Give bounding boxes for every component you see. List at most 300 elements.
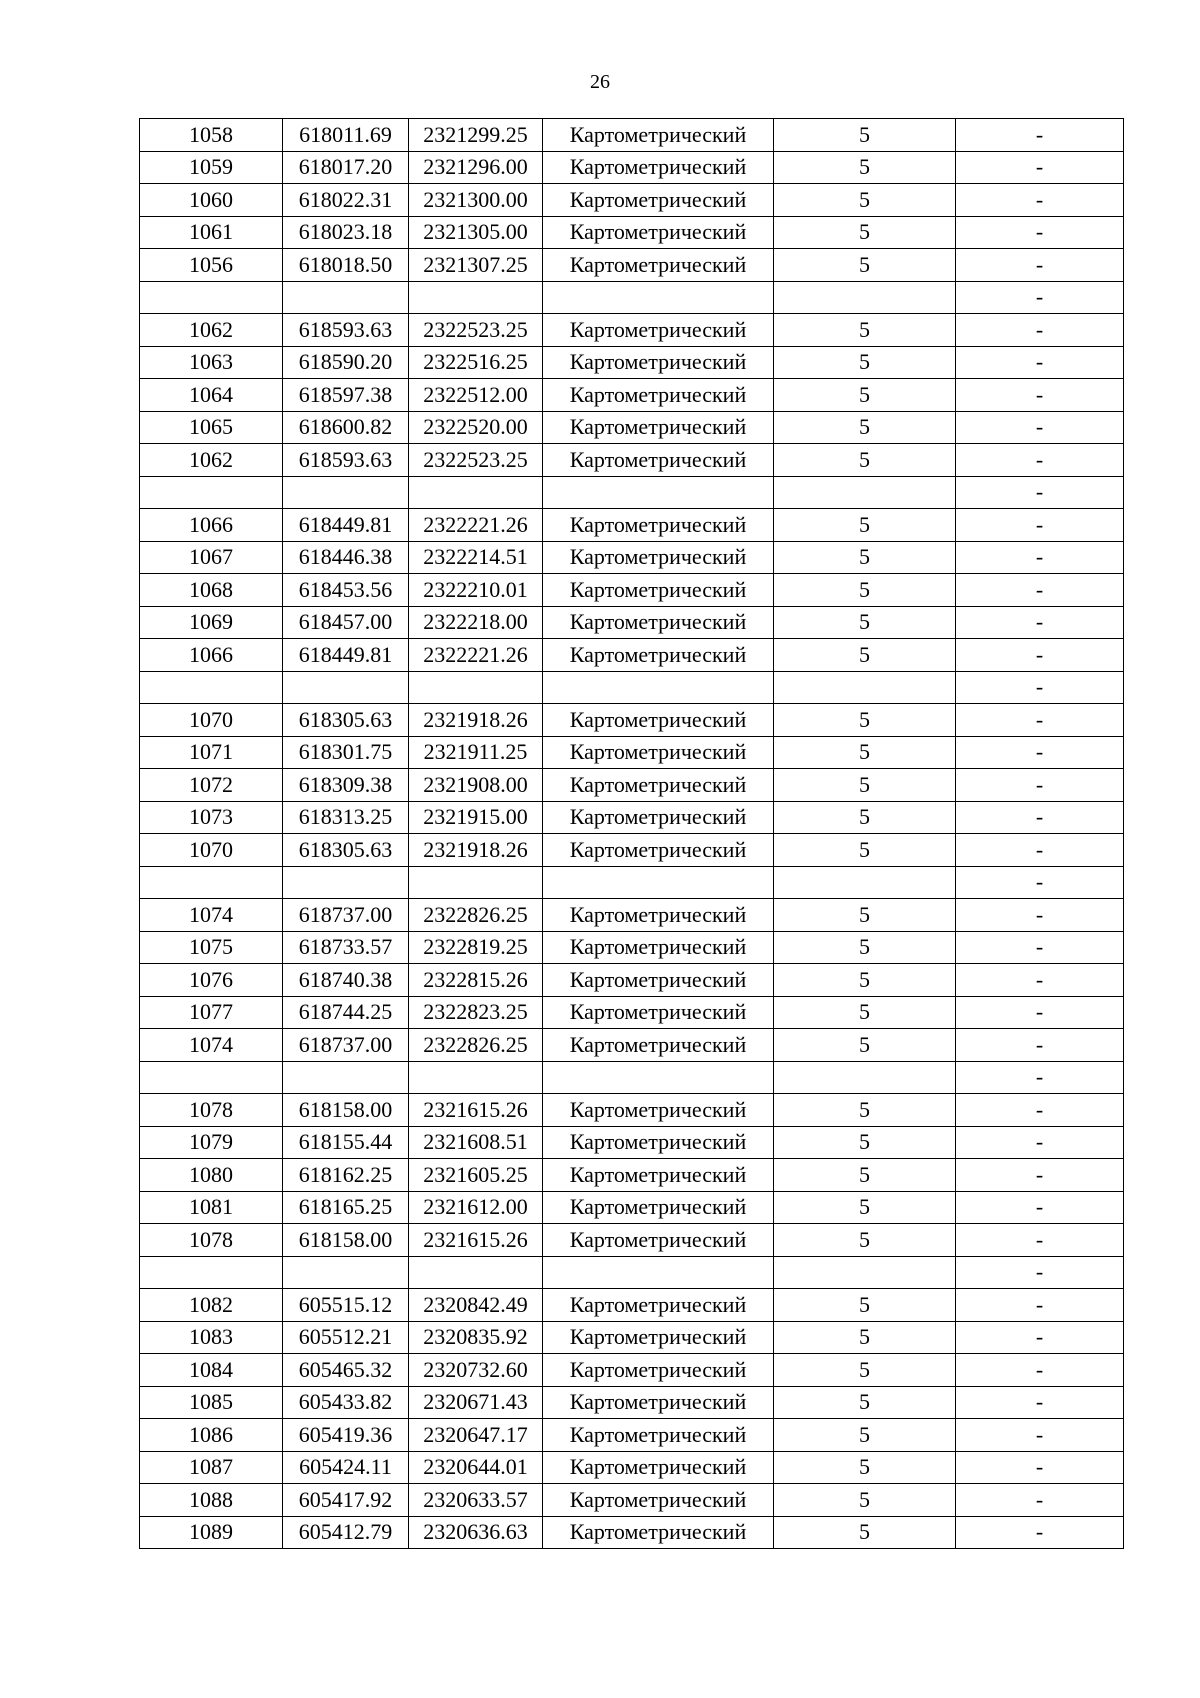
- method-cell: Картометрический: [543, 1159, 774, 1192]
- y-coordinate-cell: [409, 671, 543, 704]
- accuracy-cell: [774, 476, 956, 509]
- x-coordinate-cell: 605433.82: [283, 1386, 409, 1419]
- y-coordinate-cell: [409, 866, 543, 899]
- point-number-cell: 1083: [140, 1321, 283, 1354]
- method-cell: Картометрический: [543, 119, 774, 152]
- y-coordinate-cell: 2322819.25: [409, 931, 543, 964]
- table-row: [140, 1191, 1124, 1224]
- accuracy-cell: 5: [774, 509, 956, 542]
- table-row: [140, 606, 1124, 639]
- x-coordinate-cell: 618733.57: [283, 931, 409, 964]
- table-row: [140, 769, 1124, 802]
- y-coordinate-cell: 2320842.49: [409, 1289, 543, 1322]
- point-number-cell: [140, 476, 283, 509]
- method-cell: Картометрический: [543, 1191, 774, 1224]
- method-cell: Картометрический: [543, 769, 774, 802]
- table-row: [140, 1256, 1124, 1289]
- method-cell: Картометрический: [543, 1126, 774, 1159]
- x-coordinate-cell: [283, 866, 409, 899]
- accuracy-cell: [774, 671, 956, 704]
- y-coordinate-cell: 2321299.25: [409, 119, 543, 152]
- page-number: 26: [590, 71, 610, 93]
- y-coordinate-cell: [409, 1256, 543, 1289]
- accuracy-cell: 5: [774, 1386, 956, 1419]
- x-coordinate-cell: 618590.20: [283, 346, 409, 379]
- table-row: [140, 1224, 1124, 1257]
- method-cell: Картометрический: [543, 1516, 774, 1549]
- table-row: [140, 1094, 1124, 1127]
- point-number-cell: 1066: [140, 639, 283, 672]
- x-coordinate-cell: 605465.32: [283, 1354, 409, 1387]
- point-number-cell: 1078: [140, 1094, 283, 1127]
- y-coordinate-cell: 2321908.00: [409, 769, 543, 802]
- method-cell: [543, 1256, 774, 1289]
- table-row: [140, 1419, 1124, 1452]
- note-cell: -: [956, 1451, 1124, 1484]
- x-coordinate-cell: 618313.25: [283, 801, 409, 834]
- point-number-cell: [140, 866, 283, 899]
- y-coordinate-cell: 2322523.25: [409, 314, 543, 347]
- note-cell: -: [956, 899, 1124, 932]
- point-number-cell: [140, 1061, 283, 1094]
- point-number-cell: 1060: [140, 184, 283, 217]
- y-coordinate-cell: 2322823.25: [409, 996, 543, 1029]
- method-cell: Картометрический: [543, 1224, 774, 1257]
- note-cell: -: [956, 574, 1124, 607]
- table-row: [140, 444, 1124, 477]
- note-cell: -: [956, 1289, 1124, 1322]
- x-coordinate-cell: 618011.69: [283, 119, 409, 152]
- note-cell: -: [956, 1354, 1124, 1387]
- table-row: [140, 671, 1124, 704]
- y-coordinate-cell: 2321915.00: [409, 801, 543, 834]
- table-row: [140, 541, 1124, 574]
- table-row: [140, 1386, 1124, 1419]
- accuracy-cell: 5: [774, 346, 956, 379]
- note-cell: -: [956, 151, 1124, 184]
- point-number-cell: 1059: [140, 151, 283, 184]
- y-coordinate-cell: 2320636.63: [409, 1516, 543, 1549]
- note-cell: -: [956, 509, 1124, 542]
- y-coordinate-cell: 2321911.25: [409, 736, 543, 769]
- y-coordinate-cell: [409, 281, 543, 314]
- point-number-cell: 1062: [140, 444, 283, 477]
- accuracy-cell: 5: [774, 1094, 956, 1127]
- accuracy-cell: 5: [774, 314, 956, 347]
- x-coordinate-cell: 618305.63: [283, 704, 409, 737]
- point-number-cell: 1070: [140, 834, 283, 867]
- table-row: [140, 704, 1124, 737]
- point-number-cell: 1078: [140, 1224, 283, 1257]
- accuracy-cell: 5: [774, 379, 956, 412]
- note-cell: -: [956, 411, 1124, 444]
- point-number-cell: 1085: [140, 1386, 283, 1419]
- table-row: [140, 834, 1124, 867]
- y-coordinate-cell: 2321608.51: [409, 1126, 543, 1159]
- note-cell: -: [956, 639, 1124, 672]
- accuracy-cell: 5: [774, 1159, 956, 1192]
- coordinates-table-body: [140, 119, 1124, 1549]
- point-number-cell: 1074: [140, 899, 283, 932]
- point-number-cell: 1075: [140, 931, 283, 964]
- x-coordinate-cell: 605515.12: [283, 1289, 409, 1322]
- x-coordinate-cell: 618593.63: [283, 314, 409, 347]
- point-number-cell: 1064: [140, 379, 283, 412]
- table-row: [140, 1159, 1124, 1192]
- table-row: [140, 1516, 1124, 1549]
- y-coordinate-cell: 2321615.26: [409, 1094, 543, 1127]
- accuracy-cell: 5: [774, 1224, 956, 1257]
- y-coordinate-cell: 2321918.26: [409, 834, 543, 867]
- method-cell: Картометрический: [543, 1484, 774, 1517]
- y-coordinate-cell: 2321305.00: [409, 216, 543, 249]
- note-cell: -: [956, 281, 1124, 314]
- note-cell: -: [956, 769, 1124, 802]
- x-coordinate-cell: 618457.00: [283, 606, 409, 639]
- x-coordinate-cell: [283, 281, 409, 314]
- table-row: [140, 119, 1124, 152]
- accuracy-cell: 5: [774, 1354, 956, 1387]
- y-coordinate-cell: 2321605.25: [409, 1159, 543, 1192]
- point-number-cell: 1068: [140, 574, 283, 607]
- x-coordinate-cell: 618593.63: [283, 444, 409, 477]
- y-coordinate-cell: 2322826.25: [409, 899, 543, 932]
- note-cell: -: [956, 1516, 1124, 1549]
- table-row: [140, 1126, 1124, 1159]
- table-row: [140, 1484, 1124, 1517]
- method-cell: Картометрический: [543, 411, 774, 444]
- method-cell: Картометрический: [543, 1094, 774, 1127]
- accuracy-cell: [774, 1061, 956, 1094]
- point-number-cell: 1079: [140, 1126, 283, 1159]
- table-row: [140, 1289, 1124, 1322]
- x-coordinate-cell: 618301.75: [283, 736, 409, 769]
- y-coordinate-cell: [409, 1061, 543, 1094]
- coordinates-table: [139, 118, 1124, 1549]
- point-number-cell: [140, 281, 283, 314]
- method-cell: [543, 281, 774, 314]
- accuracy-cell: 5: [774, 639, 956, 672]
- x-coordinate-cell: 605512.21: [283, 1321, 409, 1354]
- point-number-cell: 1071: [140, 736, 283, 769]
- accuracy-cell: [774, 281, 956, 314]
- y-coordinate-cell: 2321300.00: [409, 184, 543, 217]
- x-coordinate-cell: 605419.36: [283, 1419, 409, 1452]
- method-cell: Картометрический: [543, 996, 774, 1029]
- note-cell: -: [956, 704, 1124, 737]
- point-number-cell: 1076: [140, 964, 283, 997]
- y-coordinate-cell: 2322210.01: [409, 574, 543, 607]
- method-cell: Картометрический: [543, 1321, 774, 1354]
- table-row: [140, 379, 1124, 412]
- point-number-cell: 1087: [140, 1451, 283, 1484]
- table-row: [140, 736, 1124, 769]
- accuracy-cell: 5: [774, 444, 956, 477]
- y-coordinate-cell: 2322826.25: [409, 1029, 543, 1062]
- method-cell: Картометрический: [543, 931, 774, 964]
- table-row: [140, 639, 1124, 672]
- accuracy-cell: 5: [774, 1029, 956, 1062]
- x-coordinate-cell: 618162.25: [283, 1159, 409, 1192]
- note-cell: -: [956, 801, 1124, 834]
- x-coordinate-cell: 618158.00: [283, 1224, 409, 1257]
- method-cell: Картометрический: [543, 704, 774, 737]
- note-cell: -: [956, 1256, 1124, 1289]
- method-cell: Картометрический: [543, 1451, 774, 1484]
- note-cell: -: [956, 964, 1124, 997]
- y-coordinate-cell: 2321615.26: [409, 1224, 543, 1257]
- x-coordinate-cell: 618165.25: [283, 1191, 409, 1224]
- accuracy-cell: 5: [774, 574, 956, 607]
- point-number-cell: 1074: [140, 1029, 283, 1062]
- note-cell: -: [956, 1484, 1124, 1517]
- y-coordinate-cell: 2320644.01: [409, 1451, 543, 1484]
- point-number-cell: 1063: [140, 346, 283, 379]
- x-coordinate-cell: 618737.00: [283, 899, 409, 932]
- method-cell: Картометрический: [543, 1419, 774, 1452]
- accuracy-cell: 5: [774, 1419, 956, 1452]
- y-coordinate-cell: 2321612.00: [409, 1191, 543, 1224]
- method-cell: Картометрический: [543, 899, 774, 932]
- x-coordinate-cell: 618023.18: [283, 216, 409, 249]
- method-cell: Картометрический: [543, 216, 774, 249]
- accuracy-cell: 5: [774, 411, 956, 444]
- method-cell: Картометрический: [543, 1029, 774, 1062]
- x-coordinate-cell: 618449.81: [283, 509, 409, 542]
- accuracy-cell: [774, 866, 956, 899]
- table-row: [140, 1029, 1124, 1062]
- note-cell: -: [956, 931, 1124, 964]
- x-coordinate-cell: 618446.38: [283, 541, 409, 574]
- note-cell: -: [956, 216, 1124, 249]
- x-coordinate-cell: 618158.00: [283, 1094, 409, 1127]
- table-row: [140, 509, 1124, 542]
- note-cell: -: [956, 249, 1124, 282]
- note-cell: -: [956, 671, 1124, 704]
- x-coordinate-cell: 618740.38: [283, 964, 409, 997]
- y-coordinate-cell: 2322523.25: [409, 444, 543, 477]
- accuracy-cell: [774, 1256, 956, 1289]
- table-row: [140, 866, 1124, 899]
- x-coordinate-cell: 618017.20: [283, 151, 409, 184]
- x-coordinate-cell: 618022.31: [283, 184, 409, 217]
- table-row: [140, 411, 1124, 444]
- point-number-cell: 1089: [140, 1516, 283, 1549]
- note-cell: -: [956, 996, 1124, 1029]
- accuracy-cell: 5: [774, 151, 956, 184]
- table-row: [140, 964, 1124, 997]
- note-cell: -: [956, 1419, 1124, 1452]
- point-number-cell: 1069: [140, 606, 283, 639]
- x-coordinate-cell: [283, 1256, 409, 1289]
- y-coordinate-cell: 2322214.51: [409, 541, 543, 574]
- note-cell: -: [956, 1159, 1124, 1192]
- table-row: [140, 346, 1124, 379]
- table-row: [140, 931, 1124, 964]
- table-row: [140, 1354, 1124, 1387]
- method-cell: [543, 476, 774, 509]
- table-row: [140, 899, 1124, 932]
- y-coordinate-cell: 2322520.00: [409, 411, 543, 444]
- note-cell: -: [956, 1061, 1124, 1094]
- table-row: [140, 314, 1124, 347]
- accuracy-cell: 5: [774, 119, 956, 152]
- method-cell: Картометрический: [543, 1386, 774, 1419]
- note-cell: -: [956, 1191, 1124, 1224]
- accuracy-cell: 5: [774, 769, 956, 802]
- table-row: [140, 1061, 1124, 1094]
- method-cell: Картометрический: [543, 1289, 774, 1322]
- method-cell: Картометрический: [543, 346, 774, 379]
- method-cell: Картометрический: [543, 964, 774, 997]
- note-cell: -: [956, 314, 1124, 347]
- accuracy-cell: 5: [774, 184, 956, 217]
- note-cell: -: [956, 119, 1124, 152]
- method-cell: Картометрический: [543, 801, 774, 834]
- point-number-cell: 1070: [140, 704, 283, 737]
- table-row: [140, 1451, 1124, 1484]
- x-coordinate-cell: [283, 1061, 409, 1094]
- x-coordinate-cell: 618449.81: [283, 639, 409, 672]
- method-cell: Картометрический: [543, 151, 774, 184]
- y-coordinate-cell: 2321918.26: [409, 704, 543, 737]
- method-cell: Картометрический: [543, 606, 774, 639]
- point-number-cell: 1081: [140, 1191, 283, 1224]
- method-cell: Картометрический: [543, 834, 774, 867]
- note-cell: -: [956, 541, 1124, 574]
- point-number-cell: 1084: [140, 1354, 283, 1387]
- x-coordinate-cell: [283, 671, 409, 704]
- point-number-cell: 1061: [140, 216, 283, 249]
- accuracy-cell: 5: [774, 736, 956, 769]
- y-coordinate-cell: 2320732.60: [409, 1354, 543, 1387]
- x-coordinate-cell: 605424.11: [283, 1451, 409, 1484]
- x-coordinate-cell: 618737.00: [283, 1029, 409, 1062]
- y-coordinate-cell: 2322221.26: [409, 639, 543, 672]
- y-coordinate-cell: 2322512.00: [409, 379, 543, 412]
- y-coordinate-cell: 2320647.17: [409, 1419, 543, 1452]
- method-cell: Картометрический: [543, 736, 774, 769]
- method-cell: Картометрический: [543, 574, 774, 607]
- table-row: [140, 249, 1124, 282]
- accuracy-cell: 5: [774, 1321, 956, 1354]
- y-coordinate-cell: 2320633.57: [409, 1484, 543, 1517]
- point-number-cell: [140, 671, 283, 704]
- method-cell: Картометрический: [543, 184, 774, 217]
- point-number-cell: 1066: [140, 509, 283, 542]
- accuracy-cell: 5: [774, 1516, 956, 1549]
- accuracy-cell: 5: [774, 1191, 956, 1224]
- accuracy-cell: 5: [774, 704, 956, 737]
- x-coordinate-cell: 618597.38: [283, 379, 409, 412]
- accuracy-cell: 5: [774, 801, 956, 834]
- x-coordinate-cell: 618600.82: [283, 411, 409, 444]
- note-cell: -: [956, 606, 1124, 639]
- point-number-cell: 1088: [140, 1484, 283, 1517]
- table-row: [140, 574, 1124, 607]
- note-cell: -: [956, 834, 1124, 867]
- x-coordinate-cell: 618309.38: [283, 769, 409, 802]
- y-coordinate-cell: 2320671.43: [409, 1386, 543, 1419]
- y-coordinate-cell: 2322221.26: [409, 509, 543, 542]
- note-cell: -: [956, 1386, 1124, 1419]
- accuracy-cell: 5: [774, 249, 956, 282]
- table-row: [140, 1321, 1124, 1354]
- point-number-cell: [140, 1256, 283, 1289]
- note-cell: -: [956, 1321, 1124, 1354]
- point-number-cell: 1056: [140, 249, 283, 282]
- point-number-cell: 1065: [140, 411, 283, 444]
- x-coordinate-cell: [283, 476, 409, 509]
- note-cell: -: [956, 1029, 1124, 1062]
- accuracy-cell: 5: [774, 1289, 956, 1322]
- note-cell: -: [956, 866, 1124, 899]
- note-cell: -: [956, 476, 1124, 509]
- y-coordinate-cell: [409, 476, 543, 509]
- point-number-cell: 1086: [140, 1419, 283, 1452]
- method-cell: [543, 1061, 774, 1094]
- table-row: [140, 216, 1124, 249]
- table-row: [140, 151, 1124, 184]
- method-cell: [543, 671, 774, 704]
- method-cell: Картометрический: [543, 639, 774, 672]
- table-row: [140, 476, 1124, 509]
- x-coordinate-cell: 618453.56: [283, 574, 409, 607]
- method-cell: Картометрический: [543, 1354, 774, 1387]
- x-coordinate-cell: 605417.92: [283, 1484, 409, 1517]
- y-coordinate-cell: 2321307.25: [409, 249, 543, 282]
- method-cell: Картометрический: [543, 444, 774, 477]
- point-number-cell: 1067: [140, 541, 283, 574]
- accuracy-cell: 5: [774, 1451, 956, 1484]
- table-row: [140, 184, 1124, 217]
- accuracy-cell: 5: [774, 1126, 956, 1159]
- method-cell: Картометрический: [543, 541, 774, 574]
- table-row: [140, 801, 1124, 834]
- x-coordinate-cell: 618744.25: [283, 996, 409, 1029]
- note-cell: -: [956, 1126, 1124, 1159]
- y-coordinate-cell: 2321296.00: [409, 151, 543, 184]
- method-cell: Картометрический: [543, 314, 774, 347]
- point-number-cell: 1077: [140, 996, 283, 1029]
- note-cell: -: [956, 736, 1124, 769]
- y-coordinate-cell: 2320835.92: [409, 1321, 543, 1354]
- note-cell: -: [956, 184, 1124, 217]
- note-cell: -: [956, 444, 1124, 477]
- x-coordinate-cell: 618155.44: [283, 1126, 409, 1159]
- point-number-cell: 1082: [140, 1289, 283, 1322]
- x-coordinate-cell: 618018.50: [283, 249, 409, 282]
- point-number-cell: 1080: [140, 1159, 283, 1192]
- accuracy-cell: 5: [774, 899, 956, 932]
- method-cell: [543, 866, 774, 899]
- point-number-cell: 1062: [140, 314, 283, 347]
- accuracy-cell: 5: [774, 216, 956, 249]
- y-coordinate-cell: 2322218.00: [409, 606, 543, 639]
- accuracy-cell: 5: [774, 541, 956, 574]
- note-cell: -: [956, 346, 1124, 379]
- point-number-cell: 1073: [140, 801, 283, 834]
- point-number-cell: 1072: [140, 769, 283, 802]
- note-cell: -: [956, 1094, 1124, 1127]
- y-coordinate-cell: 2322516.25: [409, 346, 543, 379]
- method-cell: Картометрический: [543, 249, 774, 282]
- accuracy-cell: 5: [774, 996, 956, 1029]
- table-row: [140, 996, 1124, 1029]
- y-coordinate-cell: 2322815.26: [409, 964, 543, 997]
- method-cell: Картометрический: [543, 379, 774, 412]
- note-cell: -: [956, 1224, 1124, 1257]
